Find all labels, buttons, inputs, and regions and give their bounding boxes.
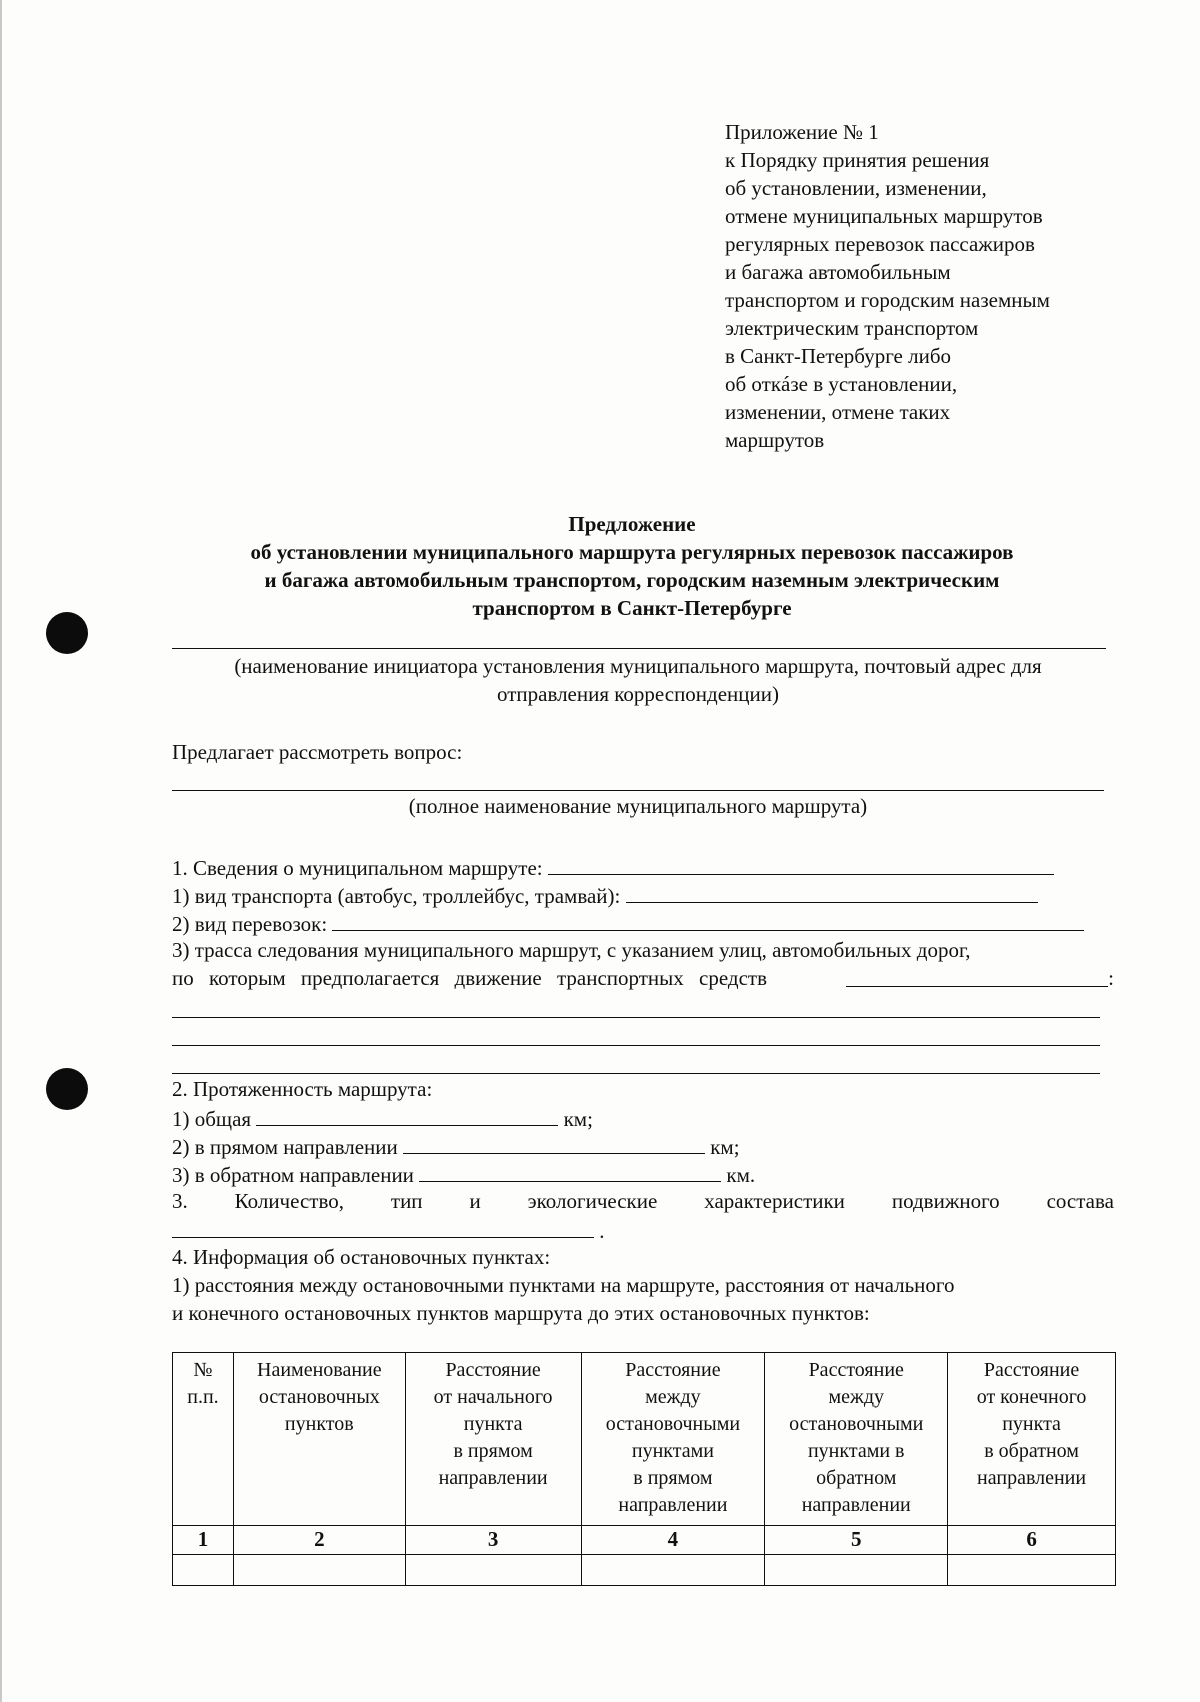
section1-heading-text: 1. Сведения о муниципальном маршруте: bbox=[172, 856, 543, 880]
route-path-line2-words bbox=[172, 964, 842, 992]
appendix-line: к Порядку принятия решения bbox=[725, 148, 990, 172]
section3-heading bbox=[172, 1187, 1114, 1215]
appendix-line: Приложение № 1 bbox=[725, 120, 879, 144]
proposes-label: Предлагает рассмотреть вопрос: bbox=[172, 740, 463, 764]
route-info-field[interactable] bbox=[548, 852, 1054, 875]
length-backward-field[interactable] bbox=[419, 1159, 721, 1182]
table-header-row bbox=[173, 1353, 1116, 1526]
column-number: 2 bbox=[233, 1526, 405, 1555]
header-line: от конечного bbox=[976, 1386, 1087, 1408]
section1-heading bbox=[172, 852, 1054, 882]
column-header bbox=[173, 1353, 234, 1526]
header-line: Расстояние bbox=[808, 1359, 904, 1381]
route-path-blank-line[interactable] bbox=[172, 1017, 1100, 1018]
appendix-line: об откáзе в установлении, bbox=[725, 372, 958, 396]
length-total-unit: км; bbox=[563, 1107, 593, 1131]
header-line: направлении bbox=[438, 1467, 548, 1489]
header-line: в обратном bbox=[984, 1440, 1079, 1462]
route-path-blank-line[interactable] bbox=[172, 1045, 1100, 1046]
initiator-caption bbox=[152, 652, 1124, 708]
punch-hole-bottom bbox=[46, 1068, 88, 1110]
route-path-line2-text: по которым предполагается движение транспортных средств bbox=[172, 966, 767, 990]
stops-table bbox=[172, 1352, 1116, 1586]
header-line: в прямом bbox=[633, 1467, 713, 1489]
length-forward-unit: км; bbox=[710, 1135, 740, 1159]
section4-text-line: и конечного остановочных пунктов маршрута до этих остановочных пунктов: bbox=[172, 1301, 870, 1325]
section3-word: и bbox=[469, 1189, 481, 1213]
route-path-line1: 3) трасса следования муниципального маршрут, с указанием улиц, автомобильных дорог, bbox=[172, 938, 971, 962]
length-forward-label: 2) в прямом направлении bbox=[172, 1135, 398, 1159]
length-backward-unit: км. bbox=[726, 1163, 756, 1187]
header-line: направлении bbox=[977, 1467, 1087, 1489]
section4-text-line: 1) расстояния между остановочными пунктами на маршруте, расстояния от начального bbox=[172, 1273, 955, 1297]
length-total-field[interactable] bbox=[256, 1103, 558, 1126]
column-header bbox=[581, 1353, 765, 1526]
header-line: в прямом bbox=[453, 1440, 533, 1462]
title-line: и багажа автомобильным транспортом, городским наземным электрическим bbox=[264, 568, 1000, 592]
title-line: Предложение bbox=[568, 512, 696, 536]
section3-word: характеристики bbox=[704, 1189, 845, 1213]
appendix-line: электрическим транспортом bbox=[725, 316, 979, 340]
column-number: 1 bbox=[173, 1526, 234, 1555]
appendix-line: маршрутов bbox=[725, 428, 825, 452]
header-line: пунктами bbox=[631, 1440, 714, 1462]
route-path-blank-line[interactable] bbox=[172, 1073, 1100, 1074]
route-name-caption: (полное наименование муниципального маршрута) bbox=[408, 794, 868, 818]
initiator-field-line[interactable] bbox=[172, 648, 1106, 649]
header-line: п.п. bbox=[187, 1386, 219, 1408]
table-cell[interactable] bbox=[405, 1555, 581, 1586]
appendix-line: отмене муниципальных маршрутов bbox=[725, 204, 1043, 228]
header-line: Расстояние bbox=[983, 1359, 1080, 1381]
appendix-line: регулярных перевозок пассажиров bbox=[725, 232, 1035, 256]
header-line: между bbox=[645, 1386, 701, 1408]
rolling-stock-end: . bbox=[599, 1219, 605, 1243]
section2-heading: 2. Протяженность маршрута: bbox=[172, 1077, 433, 1101]
table-number-row bbox=[173, 1526, 1116, 1555]
header-line: № bbox=[193, 1359, 213, 1381]
header-line: Расстояние bbox=[625, 1359, 721, 1381]
length-total-label: 1) общая bbox=[172, 1107, 252, 1131]
header-line: остановочными bbox=[789, 1413, 924, 1435]
appendix-line: изменении, отмене таких bbox=[725, 400, 951, 424]
header-line: направлении bbox=[801, 1494, 911, 1516]
rolling-stock-field[interactable] bbox=[172, 1215, 594, 1238]
section4-heading: 4. Информация об остановочных пунктах: bbox=[172, 1245, 551, 1269]
route-path-field-wrap bbox=[846, 964, 1114, 992]
transport-kind-field[interactable] bbox=[332, 908, 1084, 931]
appendix-line: транспортом и городским наземным bbox=[725, 288, 1050, 312]
initiator-caption-line: (наименование инициатора установления муниципального маршрута, почтовый адрес для bbox=[234, 654, 1042, 678]
header-line: от начального bbox=[433, 1386, 553, 1408]
column-number: 5 bbox=[765, 1526, 948, 1555]
table-row bbox=[173, 1555, 1116, 1586]
route-name-field-line[interactable] bbox=[172, 790, 1104, 791]
header-line: направлении bbox=[618, 1494, 728, 1516]
appendix-line: в Санкт-Петербурге либо bbox=[725, 344, 952, 368]
punch-hole-top bbox=[46, 612, 88, 654]
section3-word: тип bbox=[390, 1189, 423, 1213]
route-path-field[interactable] bbox=[846, 964, 1108, 987]
table-cell[interactable] bbox=[765, 1555, 948, 1586]
column-number: 3 bbox=[405, 1526, 581, 1555]
column-number: 6 bbox=[948, 1526, 1116, 1555]
table-cell[interactable] bbox=[233, 1555, 405, 1586]
header-line: Наименование bbox=[257, 1359, 382, 1381]
table-cell[interactable] bbox=[173, 1555, 234, 1586]
document-title bbox=[152, 510, 1112, 622]
header-line: пункта bbox=[1002, 1413, 1061, 1435]
column-header bbox=[405, 1353, 581, 1526]
column-header bbox=[948, 1353, 1116, 1526]
section3-word: 3. bbox=[172, 1189, 188, 1213]
header-line: пунктов bbox=[284, 1413, 354, 1435]
appendix-line: и багажа автомобильным bbox=[725, 260, 951, 284]
appendix-line: об установлении, изменении, bbox=[725, 176, 987, 200]
section3-word: подвижного bbox=[891, 1189, 1000, 1213]
route-path-colon: : bbox=[1108, 966, 1114, 990]
transport-kind-row bbox=[172, 908, 1084, 938]
section3-word: экологические bbox=[527, 1189, 658, 1213]
appendix-header bbox=[725, 118, 1050, 454]
transport-kind-label: 2) вид перевозок: bbox=[172, 912, 328, 936]
header-line: пунктами в bbox=[807, 1440, 905, 1462]
transport-type-field[interactable] bbox=[626, 880, 1038, 903]
column-number: 4 bbox=[581, 1526, 765, 1555]
title-line: об установлении муниципального маршрута регулярных перевозок пассажиров bbox=[250, 540, 1014, 564]
title-line: транспортом в Санкт-Петербурге bbox=[472, 596, 792, 620]
transport-type-row bbox=[172, 880, 1038, 910]
transport-type-label: 1) вид транспорта (автобус, троллейбус, трамвай): bbox=[172, 884, 621, 908]
header-line: между bbox=[828, 1386, 884, 1408]
section3-word: Количество, bbox=[234, 1189, 344, 1213]
header-line: остановочных bbox=[258, 1386, 380, 1408]
header-line: Расстояние bbox=[445, 1359, 541, 1381]
length-backward-row bbox=[172, 1159, 755, 1189]
header-line: пункта bbox=[463, 1413, 523, 1435]
route-path-line2 bbox=[172, 964, 1114, 992]
column-header bbox=[765, 1353, 948, 1526]
table-cell[interactable] bbox=[581, 1555, 765, 1586]
length-total-row bbox=[172, 1103, 593, 1133]
length-forward-field[interactable] bbox=[403, 1131, 705, 1154]
table-cell[interactable] bbox=[948, 1555, 1116, 1586]
initiator-caption-line: отправления корреспонденции) bbox=[496, 682, 779, 706]
column-header bbox=[233, 1353, 405, 1526]
length-forward-row bbox=[172, 1131, 740, 1161]
rolling-stock-row bbox=[172, 1215, 605, 1245]
section3-word: состава bbox=[1046, 1189, 1114, 1213]
length-backward-label: 3) в обратном направлении bbox=[172, 1163, 414, 1187]
header-line: обратном bbox=[816, 1467, 897, 1489]
header-line: остановочными bbox=[605, 1413, 741, 1435]
